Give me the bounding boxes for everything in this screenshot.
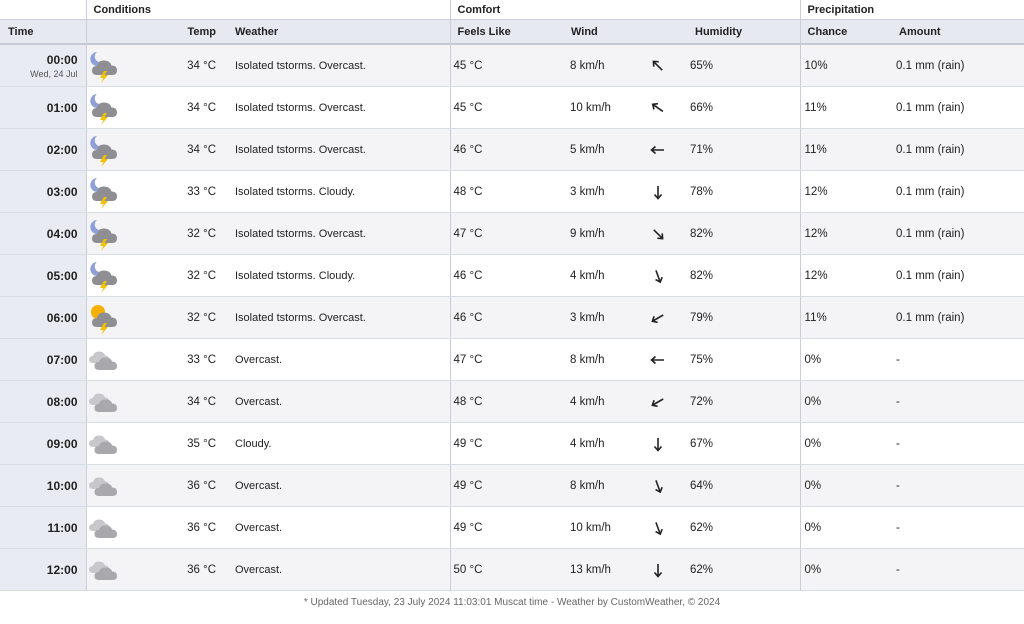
moon-thunder-cloud-icon bbox=[86, 129, 148, 171]
overcast-cloud-icon bbox=[86, 381, 148, 423]
precip-chance: 12% bbox=[800, 213, 892, 255]
group-spacer bbox=[0, 0, 86, 20]
wind-direction-arrow-icon bbox=[646, 297, 688, 339]
hour-label: 09:00 bbox=[46, 436, 78, 451]
moon-thunder-cloud-icon bbox=[86, 171, 148, 213]
hour-label: 06:00 bbox=[46, 310, 78, 325]
wind-direction-arrow-icon bbox=[646, 129, 688, 171]
humidity-value: 82% bbox=[688, 255, 800, 297]
feels-like-value: 48 °C bbox=[450, 171, 564, 213]
time-cell bbox=[0, 129, 86, 171]
table-row bbox=[0, 129, 1024, 171]
temp-value: 36 °C bbox=[148, 549, 228, 591]
group-conditions: Conditions bbox=[86, 0, 450, 20]
overcast-cloud-icon bbox=[86, 465, 148, 507]
temp-value: 34 °C bbox=[148, 44, 228, 87]
precip-chance: 0% bbox=[800, 549, 892, 591]
precip-amount: 0.1 mm (rain) bbox=[892, 171, 1024, 213]
temp-value: 33 °C bbox=[148, 339, 228, 381]
feels-like-value: 49 °C bbox=[450, 507, 564, 549]
humidity-value: 65% bbox=[688, 44, 800, 87]
hour-label: 05:00 bbox=[46, 268, 78, 283]
weather-description: Isolated tstorms. Cloudy. bbox=[228, 255, 450, 297]
weather-description: Overcast. bbox=[228, 339, 450, 381]
hour-label: 02:00 bbox=[46, 142, 78, 157]
table-row bbox=[0, 171, 1024, 213]
wind-direction-arrow-icon bbox=[646, 423, 688, 465]
precip-amount: 0.1 mm (rain) bbox=[892, 44, 1024, 87]
humidity-value: 66% bbox=[688, 87, 800, 129]
time-cell bbox=[0, 549, 86, 591]
wind-direction-arrow-icon bbox=[646, 87, 688, 129]
wind-speed: 8 km/h bbox=[564, 44, 646, 87]
feels-like-value: 45 °C bbox=[450, 87, 564, 129]
wind-direction-arrow-icon bbox=[646, 465, 688, 507]
column-group-row bbox=[0, 0, 1024, 20]
wind-speed: 4 km/h bbox=[564, 255, 646, 297]
wind-speed: 4 km/h bbox=[564, 423, 646, 465]
moon-thunder-cloud-icon bbox=[86, 213, 148, 255]
table-row bbox=[0, 255, 1024, 297]
wind-speed: 3 km/h bbox=[564, 297, 646, 339]
precip-chance: 0% bbox=[800, 339, 892, 381]
hour-label: 10:00 bbox=[46, 478, 78, 493]
hour-label: 01:00 bbox=[46, 100, 78, 115]
time-cell bbox=[0, 381, 86, 423]
humidity-value: 64% bbox=[688, 465, 800, 507]
table-row bbox=[0, 465, 1024, 507]
feels-like-value: 47 °C bbox=[450, 339, 564, 381]
wind-direction-arrow-icon bbox=[646, 381, 688, 423]
weather-description: Overcast. bbox=[228, 507, 450, 549]
precip-chance: 11% bbox=[800, 297, 892, 339]
wind-direction-arrow-icon bbox=[646, 339, 688, 381]
weather-description: Isolated tstorms. Overcast. bbox=[228, 213, 450, 255]
wind-direction-arrow-icon bbox=[646, 507, 688, 549]
precip-chance: 0% bbox=[800, 381, 892, 423]
weather-description: Isolated tstorms. Overcast. bbox=[228, 297, 450, 339]
overcast-cloud-icon bbox=[86, 549, 148, 591]
temp-value: 32 °C bbox=[148, 213, 228, 255]
feels-like-value: 49 °C bbox=[450, 465, 564, 507]
overcast-cloud-icon bbox=[86, 339, 148, 381]
table-row bbox=[0, 549, 1024, 591]
temp-value: 35 °C bbox=[148, 423, 228, 465]
precip-chance: 0% bbox=[800, 465, 892, 507]
humidity-value: 72% bbox=[688, 381, 800, 423]
table-row bbox=[0, 87, 1024, 129]
sun-thunder-cloud-icon bbox=[86, 297, 148, 339]
wind-speed: 8 km/h bbox=[564, 465, 646, 507]
header-amount: Amount bbox=[892, 20, 1024, 45]
group-comfort: Comfort bbox=[450, 0, 800, 20]
temp-value: 32 °C bbox=[148, 297, 228, 339]
table-row bbox=[0, 507, 1024, 549]
humidity-value: 79% bbox=[688, 297, 800, 339]
weather-description: Overcast. bbox=[228, 381, 450, 423]
moon-thunder-cloud-icon bbox=[86, 87, 148, 129]
weather-description: Isolated tstorms. Cloudy. bbox=[228, 171, 450, 213]
overcast-cloud-icon bbox=[86, 423, 148, 465]
time-cell bbox=[0, 255, 86, 297]
group-precipitation: Precipitation bbox=[800, 0, 1024, 20]
feels-like-value: 46 °C bbox=[450, 129, 564, 171]
precip-amount: 0.1 mm (rain) bbox=[892, 297, 1024, 339]
feels-like-value: 46 °C bbox=[450, 255, 564, 297]
precip-amount: 0.1 mm (rain) bbox=[892, 129, 1024, 171]
wind-direction-arrow-icon bbox=[646, 255, 688, 297]
precip-chance: 11% bbox=[800, 129, 892, 171]
wind-speed: 5 km/h bbox=[564, 129, 646, 171]
time-cell bbox=[0, 465, 86, 507]
hour-label: 07:00 bbox=[46, 352, 78, 367]
wind-speed: 10 km/h bbox=[564, 87, 646, 129]
header-icon-spacer bbox=[86, 20, 148, 45]
time-cell bbox=[0, 297, 86, 339]
wind-direction-arrow-icon bbox=[646, 549, 688, 591]
feels-like-value: 48 °C bbox=[450, 381, 564, 423]
header-feels-like: Feels Like bbox=[450, 20, 564, 45]
precip-amount: 0.1 mm (rain) bbox=[892, 255, 1024, 297]
weather-description: Isolated tstorms. Overcast. bbox=[228, 44, 450, 87]
humidity-value: 71% bbox=[688, 129, 800, 171]
humidity-value: 82% bbox=[688, 213, 800, 255]
update-footer: * Updated Tuesday, 23 July 2024 11:03:01 Muscat time - Weather by CustomWeather, © 2024 bbox=[303, 597, 721, 608]
weather-description: Isolated tstorms. Overcast. bbox=[228, 129, 450, 171]
humidity-value: 75% bbox=[688, 339, 800, 381]
time-cell bbox=[0, 213, 86, 255]
time-cell bbox=[0, 507, 86, 549]
temp-value: 36 °C bbox=[148, 507, 228, 549]
wind-speed: 3 km/h bbox=[564, 171, 646, 213]
table-row bbox=[0, 297, 1024, 339]
wind-speed: 4 km/h bbox=[564, 381, 646, 423]
table-row bbox=[0, 339, 1024, 381]
weather-description: Cloudy. bbox=[228, 423, 450, 465]
wind-direction-arrow-icon bbox=[646, 171, 688, 213]
wind-speed: 10 km/h bbox=[564, 507, 646, 549]
precip-amount: - bbox=[892, 507, 1024, 549]
header-time: Time bbox=[0, 20, 86, 45]
hour-label: 03:00 bbox=[46, 184, 78, 199]
temp-value: 32 °C bbox=[148, 255, 228, 297]
humidity-value: 67% bbox=[688, 423, 800, 465]
header-wind: Wind bbox=[564, 20, 646, 45]
moon-thunder-cloud-icon bbox=[86, 255, 148, 297]
wind-speed: 9 km/h bbox=[564, 213, 646, 255]
precip-amount: - bbox=[892, 465, 1024, 507]
header-temp: Temp bbox=[148, 20, 228, 45]
overcast-cloud-icon bbox=[86, 507, 148, 549]
temp-value: 36 °C bbox=[148, 465, 228, 507]
header-chance: Chance bbox=[800, 20, 892, 45]
feels-like-value: 50 °C bbox=[450, 549, 564, 591]
wind-speed: 8 km/h bbox=[564, 339, 646, 381]
wind-direction-arrow-icon bbox=[646, 44, 688, 87]
precip-amount: 0.1 mm (rain) bbox=[892, 213, 1024, 255]
table-row bbox=[0, 213, 1024, 255]
wind-speed: 13 km/h bbox=[564, 549, 646, 591]
date-label: Wed, 24 Jul bbox=[30, 68, 78, 79]
feels-like-value: 46 °C bbox=[450, 297, 564, 339]
header-wind-dir-spacer bbox=[646, 20, 688, 45]
column-header-row bbox=[0, 20, 1024, 45]
precip-amount: - bbox=[892, 339, 1024, 381]
precip-amount: - bbox=[892, 423, 1024, 465]
header-humidity: Humidity bbox=[688, 20, 800, 45]
feels-like-value: 45 °C bbox=[450, 44, 564, 87]
weather-description: Overcast. bbox=[228, 465, 450, 507]
time-cell bbox=[0, 44, 86, 87]
hour-label: 04:00 bbox=[46, 226, 78, 241]
temp-value: 34 °C bbox=[148, 87, 228, 129]
time-cell bbox=[0, 171, 86, 213]
table-row bbox=[0, 423, 1024, 465]
hour-label: 08:00 bbox=[46, 394, 78, 409]
feels-like-value: 47 °C bbox=[450, 213, 564, 255]
header-weather: Weather bbox=[228, 20, 450, 45]
hour-label: 12:00 bbox=[46, 562, 78, 577]
precip-chance: 12% bbox=[800, 255, 892, 297]
weather-description: Isolated tstorms. Overcast. bbox=[228, 87, 450, 129]
table-row bbox=[0, 44, 1024, 87]
time-cell bbox=[0, 339, 86, 381]
precip-chance: 10% bbox=[800, 44, 892, 87]
humidity-value: 78% bbox=[688, 171, 800, 213]
table-row bbox=[0, 381, 1024, 423]
humidity-value: 62% bbox=[688, 507, 800, 549]
weather-description: Overcast. bbox=[228, 549, 450, 591]
precip-chance: 0% bbox=[800, 507, 892, 549]
precip-amount: - bbox=[892, 381, 1024, 423]
temp-value: 34 °C bbox=[148, 381, 228, 423]
moon-thunder-cloud-icon bbox=[86, 44, 148, 87]
time-cell bbox=[0, 87, 86, 129]
wind-direction-arrow-icon bbox=[646, 213, 688, 255]
humidity-value: 62% bbox=[688, 549, 800, 591]
precip-amount: 0.1 mm (rain) bbox=[892, 87, 1024, 129]
precip-chance: 0% bbox=[800, 423, 892, 465]
temp-value: 33 °C bbox=[148, 171, 228, 213]
precip-chance: 12% bbox=[800, 171, 892, 213]
precip-amount: - bbox=[892, 549, 1024, 591]
precip-chance: 11% bbox=[800, 87, 892, 129]
time-cell bbox=[0, 423, 86, 465]
feels-like-value: 49 °C bbox=[450, 423, 564, 465]
temp-value: 34 °C bbox=[148, 129, 228, 171]
hour-label: 00:00 bbox=[46, 52, 78, 67]
hour-label: 11:00 bbox=[47, 520, 78, 535]
